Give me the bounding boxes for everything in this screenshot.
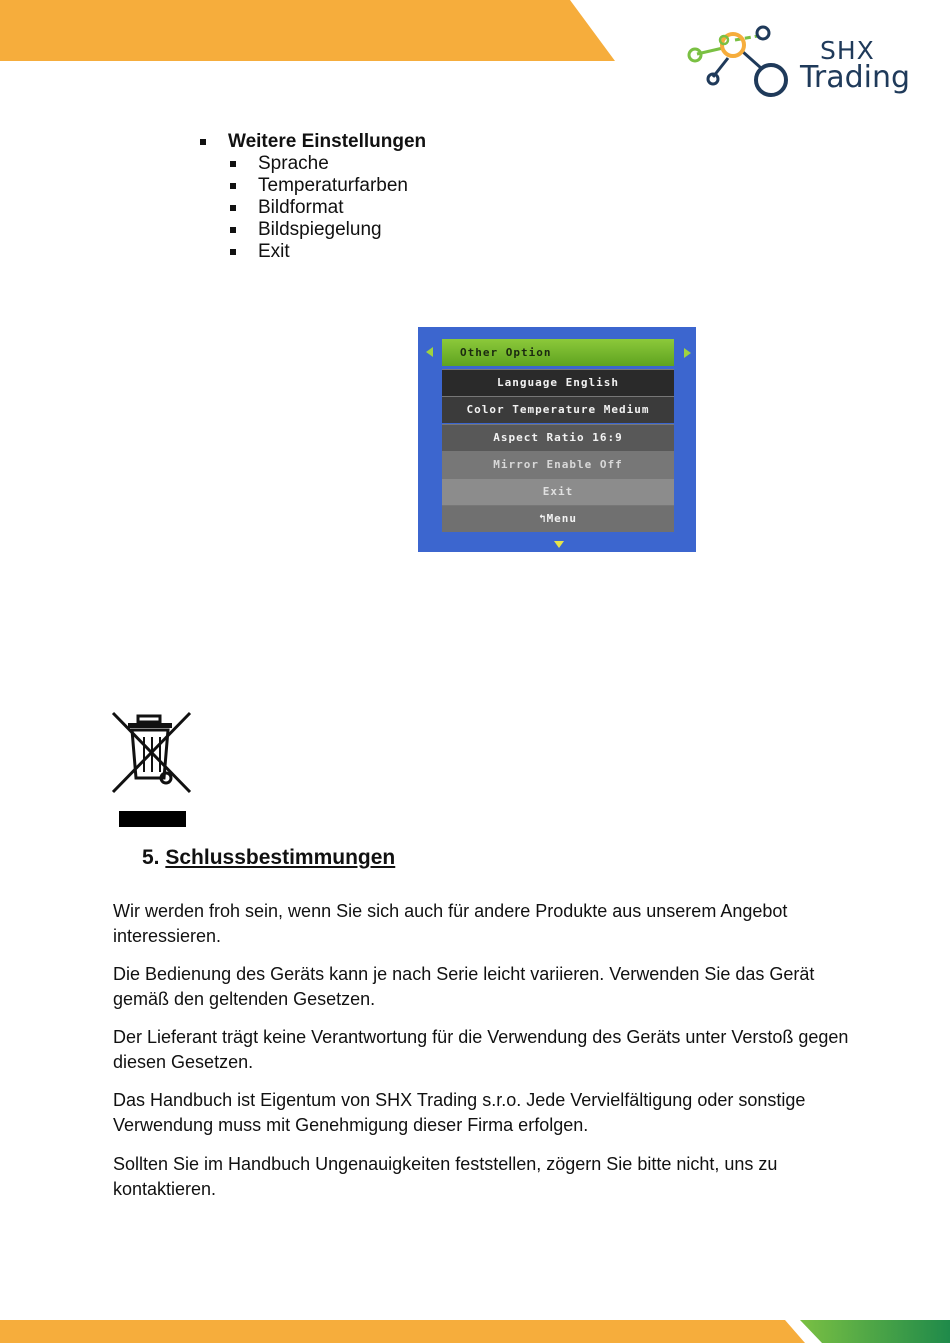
paragraph: Das Handbuch ist Eigentum von SHX Trading s.r.o. Jede Vervielfältigung oder sonstige Verwendung muss mit Genehmigung dieser Firma erfolgen. xyxy=(113,1090,806,1135)
section-heading xyxy=(142,846,395,870)
weee-crossed-bin-icon xyxy=(110,710,196,832)
osd-menu-panel xyxy=(442,339,674,539)
list-item xyxy=(230,175,426,197)
list-item-label: Temperaturfarben xyxy=(258,175,408,196)
list-item-label: Sprache xyxy=(258,153,329,174)
list-item xyxy=(230,197,426,219)
list-item-label: Exit xyxy=(258,241,290,262)
logo-text-shx: SHX xyxy=(820,36,875,65)
bullet-icon xyxy=(230,249,236,255)
section-number: 5. xyxy=(142,846,160,869)
right-arrow-icon xyxy=(684,348,691,358)
osd-menu-row: Exit xyxy=(442,478,674,505)
paragraph: Wir werden froh sein, wenn Sie sich auch für andere Produkte aus unserem Angebot interessieren. xyxy=(113,901,788,946)
osd-menu-screenshot xyxy=(418,327,696,552)
return-arrow-icon: ↰ xyxy=(538,512,547,525)
osd-menu-row-label: Menu xyxy=(546,512,578,525)
list-item-label: Bildspiegelung xyxy=(258,219,382,240)
bullet-icon xyxy=(230,205,236,211)
footer-banner xyxy=(0,1320,950,1343)
paragraph: Sollten Sie im Handbuch Ungenauigkeiten feststellen, zögern Sie bitte nicht, uns zu kontaktieren. xyxy=(113,1154,778,1199)
paragraph: Der Lieferant trägt keine Verantwortung für die Verwendung des Geräts unter Verstoß gegen diesen Gesetzen. xyxy=(113,1027,849,1072)
list-item-label: Bildformat xyxy=(258,197,344,218)
logo-text-trading: Trading xyxy=(800,60,911,95)
osd-menu-row: Language English xyxy=(442,369,674,396)
list-item-title xyxy=(200,131,426,153)
osd-menu-row: Mirror Enable Off xyxy=(442,451,674,478)
bullet-icon xyxy=(230,183,236,189)
osd-menu-header-label: Other Option xyxy=(460,346,552,359)
osd-menu-header xyxy=(442,339,674,366)
bullet-icon xyxy=(230,161,236,167)
list-item xyxy=(230,241,426,263)
osd-menu-row xyxy=(442,505,674,532)
down-arrow-icon xyxy=(554,541,564,548)
list-title: Weitere Einstellungen xyxy=(228,131,427,152)
list-item xyxy=(230,153,426,175)
settings-list xyxy=(200,131,426,263)
section-title: Schlussbestimmungen xyxy=(165,846,396,869)
header-banner xyxy=(0,0,615,61)
paragraph: Die Bedienung des Geräts kann je nach Serie leicht variieren. Verwenden Sie das Gerät gemäß den geltenden Gesetzen. xyxy=(113,964,815,1009)
left-arrow-icon xyxy=(426,347,433,357)
bullet-icon xyxy=(200,139,206,145)
osd-menu-row: Color Temperature Medium xyxy=(442,396,674,423)
bullet-icon xyxy=(230,227,236,233)
list-item xyxy=(230,219,426,241)
osd-menu-row: Aspect Ratio 16:9 xyxy=(442,424,674,451)
